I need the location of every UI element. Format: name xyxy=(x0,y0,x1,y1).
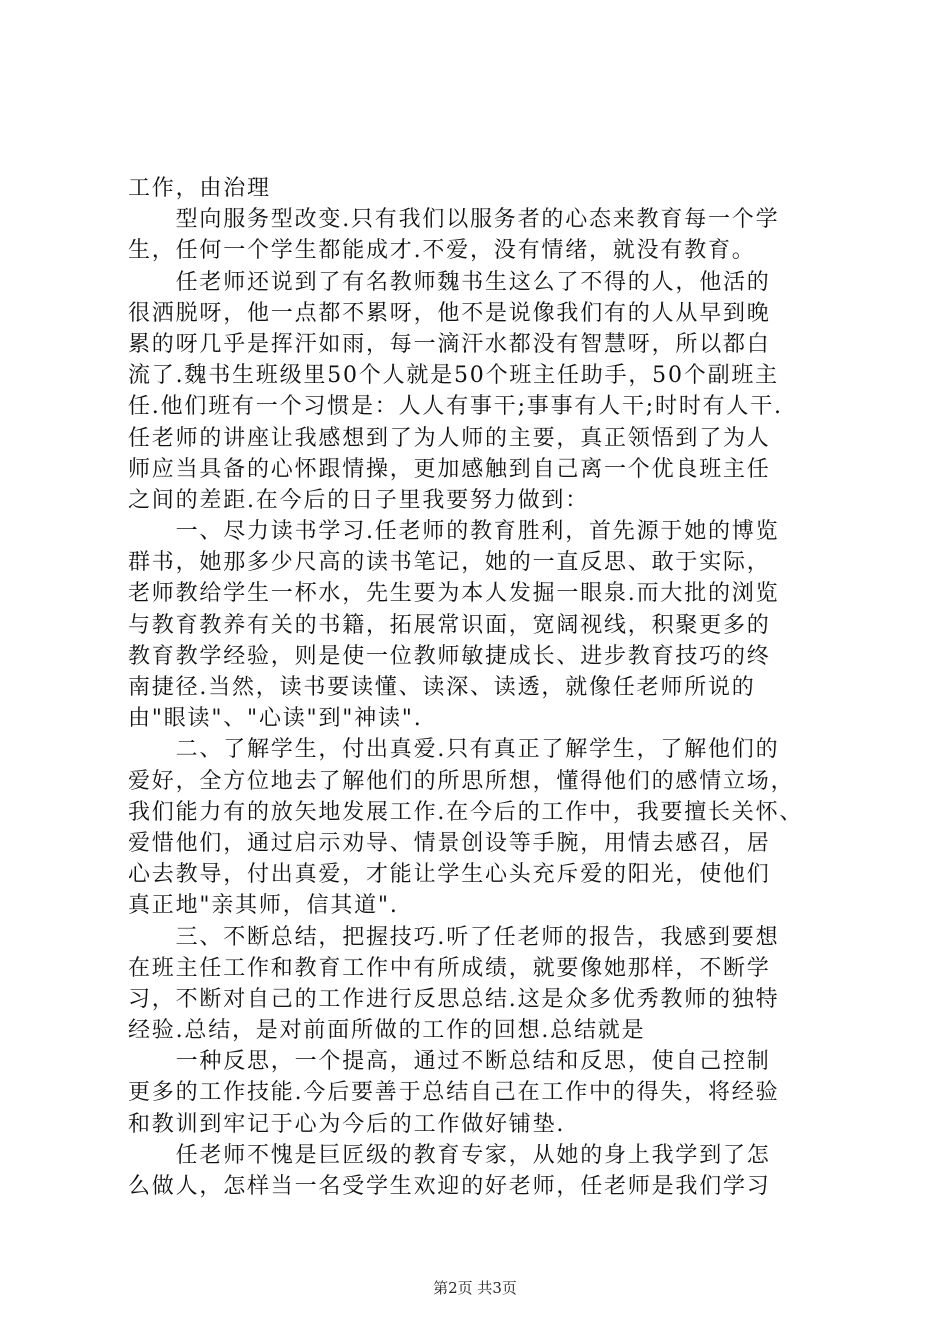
text-line: 群书，她那多少尺高的读书笔记，她的一直反思、敢于实际， xyxy=(128,550,771,576)
text-line: 心去教导，付出真爱，才能让学生心头充斥爱的阳光，使他们 xyxy=(128,862,771,888)
text-line: 南捷径.当然，读书要读懂、读深、读透，就像任老师所说的 xyxy=(128,675,756,700)
text-line: 工作，由治理 xyxy=(128,176,271,201)
text-line: 型向服务型改变.只有我们以服务者的心态来教育每一个学 xyxy=(128,207,780,233)
text-line: 生，任何一个学生都能成才.不爱，没有情绪，就没有教育。 xyxy=(128,238,756,264)
text-line: 由"眼读"、"心读"到"神读". xyxy=(128,706,423,732)
text-line: 流了.魏书生班级里50个人就是50个班主任助手，50个副班主 xyxy=(128,363,779,389)
text-line: 二、了解学生，付出真爱.只有真正了解学生，了解他们的 xyxy=(128,737,780,763)
text-line: 一、尽力读书学习.任老师的教育胜利，首先源于她的博览 xyxy=(128,519,780,545)
text-line: 任.他们班有一个习惯是：人人有事干;事事有人干;时时有人干. xyxy=(128,394,783,420)
page-number-footer: 第2页 共3页 xyxy=(433,1279,517,1297)
text-line: 师应当具备的心怀跟情操，更加感触到自己离一个优良班主任 xyxy=(128,456,771,482)
text-line: 爱惜他们，通过启示劝导、情景创设等手腕，用情去感召，居 xyxy=(128,830,771,856)
text-line: 与教育教养有关的书籍，拓展常识面，宽阔视线，积聚更多的 xyxy=(128,612,771,638)
text-line: 教育教学经验，则是使一位教师敏捷成长、进步教育技巧的终 xyxy=(128,643,771,669)
text-line: 我们能力有的放矢地发展工作.在今后的工作中，我要擅长关怀、 xyxy=(128,799,804,825)
text-line: 么做人，怎样当一名受学生欢迎的好老师，任老师是我们学习 xyxy=(128,1174,771,1199)
text-line: 习，不断对自己的工作进行反思总结.这是众多优秀教师的独特 xyxy=(128,986,780,1012)
text-line: 任老师的讲座让我感想到了为人师的主要，真正领悟到了为人 xyxy=(128,425,771,451)
document-body xyxy=(128,173,840,1202)
text-line: 三、不断总结，把握技巧.听了任老师的报告，我感到要想 xyxy=(128,924,780,950)
text-line: 在班主任工作和教育工作中有所成绩，就要像她那样，不断学 xyxy=(128,955,771,981)
text-line: 真正地"亲其师，信其道". xyxy=(128,893,399,919)
text-line: 很洒脱呀，他一点都不累呀，他不是说像我们有的人从早到晚 xyxy=(128,300,771,326)
text-line: 累的呀几乎是挥汗如雨，每一滴汗水都没有智慧呀，所以都白 xyxy=(128,331,771,357)
text-line: 一种反思，一个提高，通过不断总结和反思，使自己控制 xyxy=(128,1049,771,1075)
text-line: 老师教给学生一杯水，先生要为本人发掘一眼泉.而大批的浏览 xyxy=(128,581,780,607)
text-line: 之间的差距.在今后的日子里我要努力做到： xyxy=(128,487,589,513)
text-line: 更多的工作技能.今后要善于总结自己在工作中的得失，将经验 xyxy=(128,1080,780,1106)
text-line: 经验.总结，是对前面所做的工作的回想.总结就是 xyxy=(128,1018,646,1044)
text-line: 任老师不愧是巨匠级的教育专家，从她的身上我学到了怎 xyxy=(128,1142,771,1168)
text-line: 任老师还说到了有名教师魏书生这么了不得的人，他活的 xyxy=(128,269,771,295)
text-line: 爱好，全方位地去了解他们的所思所想，懂得他们的感情立场， xyxy=(128,768,795,794)
text-line: 和教训到牢记于心为今后的工作做好铺垫. xyxy=(128,1111,566,1137)
